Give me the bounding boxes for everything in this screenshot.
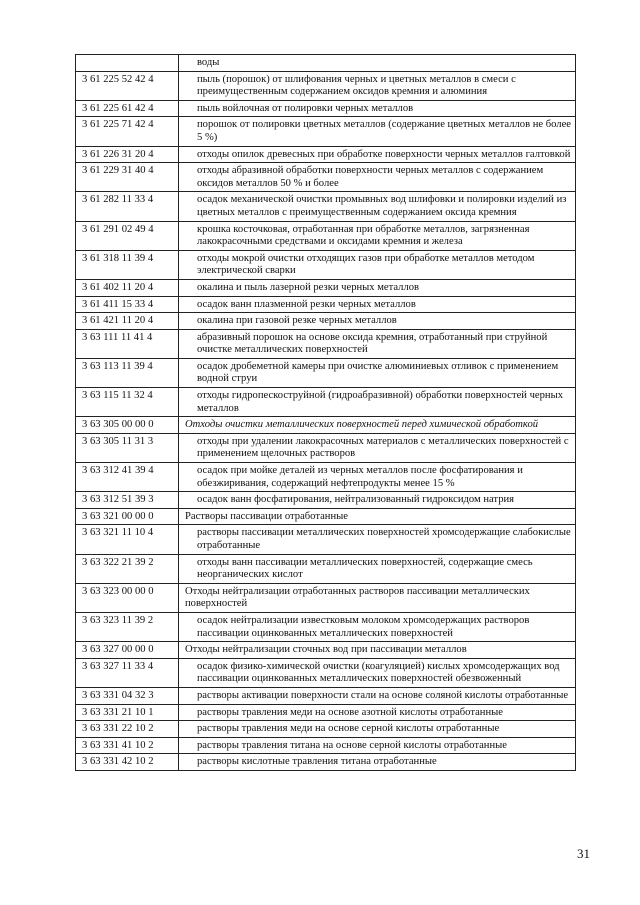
waste-description-cell: отходы ванн пассивации металлических поверхностей, содержащие смесь неорганических кислот [179,554,576,583]
waste-description-cell: растворы травления меди на основе азотной кислоты отработанные [179,704,576,721]
table-row [76,192,576,221]
waste-description-cell: растворы травления меди на основе серной кислоты отработанные [179,721,576,738]
waste-code-cell: 3 63 331 42 10 2 [76,754,179,771]
page-number: 31 [577,846,590,861]
table-row [76,463,576,492]
waste-description-cell: растворы активации поверхности стали на основе соляной кислоты отработанные [179,687,576,704]
waste-description-cell: осадок механической очистки промывных вод шлифовки и полировки изделий из цветных металлов с преимущественным содержанием оксида кремния [179,192,576,221]
waste-description-cell: Отходы нейтрализации сточных вод при пассивации металлов [179,642,576,659]
waste-description-cell: осадок ванн фосфатирования, нейтрализованный гидроксидом натрия [179,492,576,509]
table-row [76,163,576,192]
waste-code-cell: 3 63 323 11 39 2 [76,612,179,641]
waste-description-cell: Отходы нейтрализации отработанных растворов пассивации металлических поверхностей [179,583,576,612]
waste-code-cell: 3 61 225 61 42 4 [76,100,179,117]
table-row [76,279,576,296]
waste-code-cell: 3 63 321 00 00 0 [76,508,179,525]
table-row [76,55,576,72]
waste-code-cell: 3 63 327 11 33 4 [76,658,179,687]
waste-description-cell: абразивный порошок на основе оксида кремния, отработанный при струйной очистке металлических поверхностей [179,329,576,358]
table-row [76,388,576,417]
table-row [76,313,576,330]
table-row [76,146,576,163]
waste-description-cell: осадок дробеметной камеры при очистке алюминиевых отливок с применением водной струи [179,358,576,387]
table-row [76,117,576,146]
waste-description-cell: осадок физико-химической очистки (коагуляцией) кислых хромсодержащих вод пассивации оцинкованных металлических поверхностей обезвоженный [179,658,576,687]
table-row [76,525,576,554]
waste-description-cell: осадок ванн плазменной резки черных металлов [179,296,576,313]
waste-code-cell: 3 63 321 11 10 4 [76,525,179,554]
waste-description-cell: отходы мокрой очистки отходящих газов при обработке металлов методом электрической сварки [179,250,576,279]
waste-code-cell: 3 63 305 00 00 0 [76,417,179,434]
table-row [76,221,576,250]
waste-description-cell: окалина и пыль лазерной резки черных металлов [179,279,576,296]
waste-code-cell: 3 61 282 11 33 4 [76,192,179,221]
waste-code-cell: 3 63 331 41 10 2 [76,737,179,754]
waste-description-cell: воды [179,55,576,72]
table-row [76,612,576,641]
table-row [76,100,576,117]
waste-code-cell: 3 63 331 21 10 1 [76,704,179,721]
table-row [76,737,576,754]
waste-code-cell: 3 61 318 11 39 4 [76,250,179,279]
waste-code-cell: 3 63 113 11 39 4 [76,358,179,387]
table-row [76,704,576,721]
table-body [76,55,576,771]
waste-code-cell: 3 63 312 51 39 3 [76,492,179,509]
waste-code-cell: 3 61 229 31 40 4 [76,163,179,192]
waste-description-cell: отходы при удалении лакокрасочных материалов с металлических поверхностей с применением щелочных растворов [179,433,576,462]
table-row [76,492,576,509]
waste-description-cell: пыль войлочная от полировки черных металлов [179,100,576,117]
waste-description-cell: окалина при газовой резке черных металлов [179,313,576,330]
table-row [76,508,576,525]
waste-description-cell: Растворы пассивации отработанные [179,508,576,525]
waste-code-cell: 3 63 323 00 00 0 [76,583,179,612]
waste-code-cell: 3 63 331 04 32 3 [76,687,179,704]
table-row [76,687,576,704]
waste-code-cell: 3 61 225 52 42 4 [76,71,179,100]
table-row [76,296,576,313]
waste-catalog-table [75,54,576,771]
waste-description-cell: осадок нейтрализации известковым молоком хромсодержащих растворов пассивации оцинкованных металлических поверхностей [179,612,576,641]
waste-code-cell: 3 61 411 15 33 4 [76,296,179,313]
waste-description-cell: отходы абразивной обработки поверхности черных металлов с содержанием оксидов металлов 50 % и более [179,163,576,192]
table-row [76,721,576,738]
waste-description-cell: осадок при мойке деталей из черных металлов после фосфатирования и обезжиривания, содержащий нефтепродукты менее 15 % [179,463,576,492]
waste-code-cell: 3 61 225 71 42 4 [76,117,179,146]
waste-code-cell: 3 63 331 22 10 2 [76,721,179,738]
waste-description-cell: отходы гидропескоструйной (гидроабразивной) обработки поверхностей черных металлов [179,388,576,417]
waste-description-cell: порошок от полировки цветных металлов (содержание цветных металлов не более 5 %) [179,117,576,146]
table-row [76,433,576,462]
table-row [76,754,576,771]
waste-code-cell: 3 63 322 21 39 2 [76,554,179,583]
waste-description-cell: растворы травления титана на основе серной кислоты отработанные [179,737,576,754]
waste-code-cell: 3 61 402 11 20 4 [76,279,179,296]
waste-description-cell: растворы кислотные травления титана отработанные [179,754,576,771]
table-row [76,71,576,100]
table-row [76,554,576,583]
table-row [76,658,576,687]
waste-code-cell [76,55,179,72]
waste-description-cell: отходы опилок древесных при обработке поверхности черных металлов галтовкой [179,146,576,163]
waste-code-cell: 3 63 111 11 41 4 [76,329,179,358]
table-row [76,417,576,434]
waste-description-cell: пыль (порошок) от шлифования черных и цветных металлов в смеси с преимущественным содержанием оксидов кремния и алюминия [179,71,576,100]
waste-code-cell: 3 61 421 11 20 4 [76,313,179,330]
table-row [76,329,576,358]
table-row [76,642,576,659]
waste-code-cell: 3 63 115 11 32 4 [76,388,179,417]
waste-code-cell: 3 61 226 31 20 4 [76,146,179,163]
table-row [76,250,576,279]
table-row [76,583,576,612]
waste-code-cell: 3 63 327 00 00 0 [76,642,179,659]
waste-description-cell: растворы пассивации металлических поверхностей хромсодержащие слабокислые отработанные [179,525,576,554]
waste-code-cell: 3 61 291 02 49 4 [76,221,179,250]
waste-code-cell: 3 63 305 11 31 3 [76,433,179,462]
waste-description-cell: Отходы очистки металлических поверхностей перед химической обработкой [179,417,576,434]
waste-code-cell: 3 63 312 41 39 4 [76,463,179,492]
waste-description-cell: крошка косточковая, отработанная при обработке металлов, загрязненная лакокрасочными средствами и оксидами кремния и железа [179,221,576,250]
table-row [76,358,576,387]
